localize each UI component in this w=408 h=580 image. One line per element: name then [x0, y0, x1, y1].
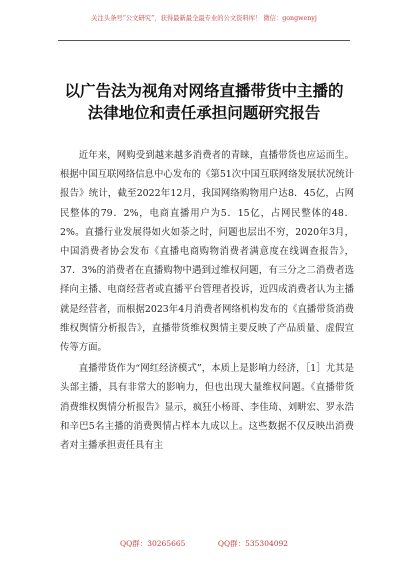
body-paragraph: 近年来，网购受到越来越多消费者的青睐，直播带货也应运而生。根据中国互联网络信息中心发布的《第51次中国互联网络发展状况统计报告》统计，截至2022年12月，我国网络购物用户达8．45亿，占网民整体的79．2%，电商直播用户为5．15亿，占网民整体的48．2%。直播行业发展得如火如荼之时，问题也层出不穷，2020年3月，中国消费者协会发布《直播电商购物消费者满意度在线调查报告》，37．3%的消费者在直播购物中遇到过维权问题，有三分之二消费者选择向主播、电商经营者或直播平台管理者投诉，近四成消费者认为主播就是经营者，而根据2023年4月消费者网络机构发布的《直播带货消费维权舆情分析报告》，直播带货维权舆情主要反映了产品质量、虚假宣传等方面。: [60, 150, 354, 354]
footer-qq-group-2: QQ群：535304092: [217, 539, 289, 548]
title-line-2: 法律地位和责任承担问题研究报告: [87, 104, 321, 122]
title-line-1: 以广告法为视角对网络直播带货中主播的: [64, 82, 344, 100]
document-body: [60, 146, 354, 455]
body-paragraph: 直播带货作为“网红经济模式”，本质上是影响力经济，［1］尤其是头部主播，具有非常大的影响力，但也出现大量维权问题。《直播带货消费维权舆情分析报告》显示，疯狂小杨哥、李佳琦、刘畊宏、罗永浩和辛巴5名主播的消费舆情占样本九成以上。这些数据不仅反映出消费者对主播承担责任具有主: [60, 363, 354, 452]
header-banner: 关注头条号“公文研究”，获得最新最全最专业的公文资料库！ 微信：gongwenyj: [91, 15, 317, 22]
footer: [0, 538, 408, 550]
header-divider: [58, 40, 350, 41]
document-title: [40, 80, 368, 124]
footer-qq-group-1: QQ群：30265665: [119, 539, 186, 548]
